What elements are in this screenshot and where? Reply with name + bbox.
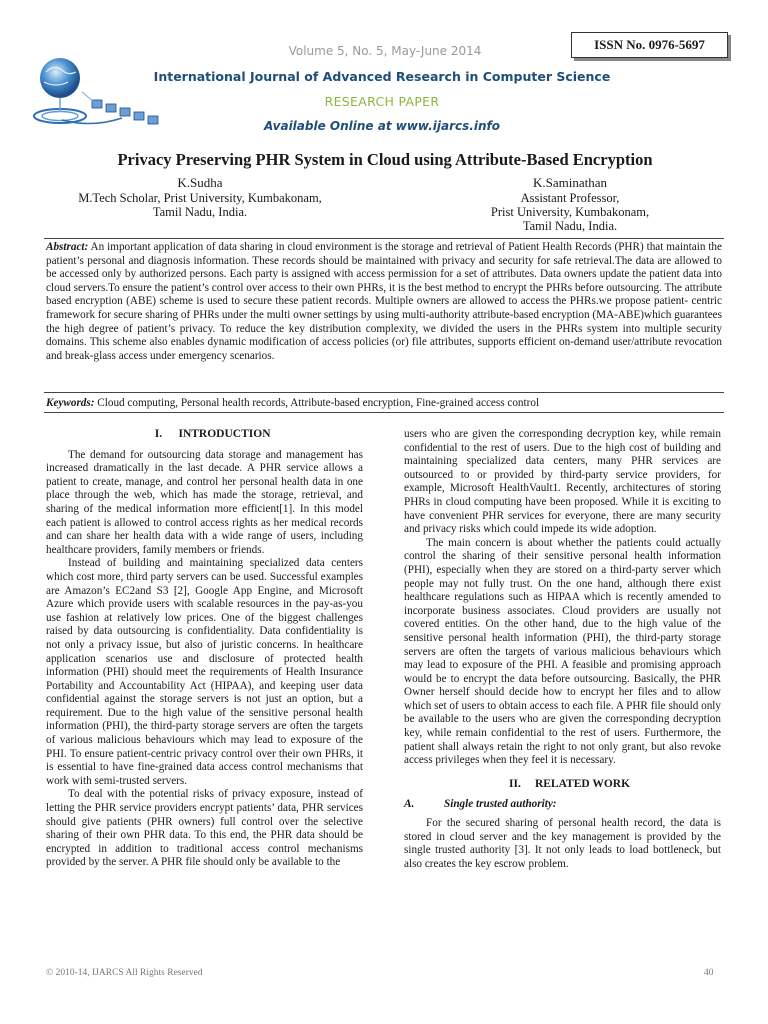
paragraph: For the secured sharing of personal health record, the data is stored in cloud server and the key management is provided by the single trusted authority [3]. It not only leads to load bottleneck, but also creates the key escrow problem. (404, 817, 721, 870)
volume-info: Volume 5, No. 5, May-June 2014 (288, 44, 482, 58)
page-number: 40 (704, 968, 714, 978)
paragraph: The main concern is about whether the patients could actually control the sharing of their sensitive personal health information (PHI), especially when they are stored on a third-party server which people may not fully trust. On the one hand, although there exist healthcare regulations such as HIPAA which is recently amended to incorporate business associates. Cloud providers are usually not covered entities. On the other hand, due to the high value of the sensitive personal health information (PHI), the third-party storage servers are often the targets of various malicious behaviours which may lead to exposure of the PHI. A feasible and promising approach would be to encrypt the data before outsourcing. Basically, the PHR Owner herself should decide how to encrypt her files and to allow which set of users to obtain access to each file. A PHR file should only be available to the users who are given the corresponding decryption key, while remain confidential to the rest of users. Furthermore, the patient shall always retain the right to not only grant, but also revoke access privileges when they feel it is necessary. (404, 536, 721, 767)
paper-type: RESEARCH PAPER (324, 94, 440, 109)
author-affiliation-line: Prist University, Kumbakonam, (490, 205, 650, 219)
section-number: II. (509, 777, 521, 790)
author-affiliation-line: Assistant Professor, (520, 191, 620, 205)
section-number: I. (154, 428, 163, 440)
availability-link[interactable]: Available Online at www.ijarcs.info (264, 119, 500, 133)
paragraph: The demand for outsourcing data storage and management has increased dramatically in the last decade. A PHR service allows a patient to create, manage, and control her personal health data in one place through the web, which has made the storage, retrieval, and sharing of the medical information more efficient[1]. In this model each patient is allowed to control access rights as her medical records and can share her health data with a wide range of users, including healthcare providers, family members or friends. (46, 448, 363, 556)
left-column (46, 428, 363, 870)
issn-box: ISSN No. 0976-5697 (571, 32, 728, 58)
copyright-footer: © 2010-14, IJARCS All Rights Reserved (46, 968, 203, 978)
section-title: RELATED WORK (534, 777, 631, 790)
right-column (404, 428, 721, 871)
globe-network-logo-icon (32, 50, 162, 130)
section-heading-related (404, 778, 721, 792)
author-block-2 (420, 176, 720, 233)
author-affiliation-line: Tamil Nadu, India. (152, 205, 248, 219)
author-name: K.Saminathan (532, 175, 607, 190)
keywords-label: Keywords: (46, 397, 95, 409)
keywords-text: Cloud computing, Personal health records, Attribute-based encryption, Fine-grained access control (94, 397, 540, 409)
subsection-number: A. (404, 798, 415, 811)
divider (44, 392, 724, 393)
subsection-heading (404, 798, 721, 812)
journal-name: International Journal of Advanced Research in Computer Science (153, 69, 611, 84)
author-name: K.Sudha (177, 175, 223, 190)
abstract-label: Abstract: (46, 241, 89, 253)
author-block-1 (50, 176, 350, 219)
section-heading-intro (46, 428, 363, 442)
paragraph: Instead of building and maintaining specialized data centers which cost more, third party servers can be used. Successful examples are Amazon’s EC2and S3 [2], Google App Engine, and Microsoft Azure which provide users with scalable resources in the pay-as-you use fashion at relatively low prices. One of the biggest challenges raised by data outsourcing is confidentiality. Data confidentiality is not only a privacy issue, but also of juristic concerns. In healthcare application scenarios use and disclosure of protected health information (PHI) should meet the requirements of Health Insurance Portability and Accountability Act (HIPAA), and keeping user data confidential against the storage servers is not just an option, but a requirement. Due to the high value of the sensitive personal health information (PHI), the third-party storage servers are often the targets of various malicious behaviours which may lead to exposure of the PHI. To ensure patient-centric privacy control over their own PHRs, it is essential to have fine-grained data access control mechanisms that work with semi-trusted servers. (46, 557, 363, 787)
section-title: INTRODUCTION (178, 428, 271, 440)
keywords (46, 397, 722, 411)
author-affiliation-line: Tamil Nadu, India. (522, 219, 618, 233)
paragraph: To deal with the potential risks of privacy exposure, instead of letting the PHR service providers encrypt patients’ data, PHR services should give patients (PHR owners) full control over the selective sharing of their own PHR data. To this end, the PHR data should be encrypted in addition to traditional access control mechanisms provided by the server. A PHR file should only be available to the (46, 788, 363, 869)
subsection-title: Single trusted authority: (444, 798, 557, 811)
divider (44, 238, 724, 239)
paragraph: users who are given the corresponding decryption key, while remain confidential to the rest of users. Due to the high cost of building and maintaining specialized data centers, many PHR services are outsourced to or provided by third-party service providers, for example, Microsoft HealthVault1. Recently, architectures of storing PHRs in cloud computing have been proposed. While it is exciting to have convenient PHR services for everyone, there are many security and privacy risks which could impede its wide adoption. (404, 428, 721, 536)
abstract-text: An important application of data sharing in cloud environment is the storage and retrieval of Patient Health Records (PHR) that maintain the patient’s personal and diagnosis information. These records should be maintained with privacy and security for safe retrieval.The data are allowed to be accessed only by authorized persons. Each party is assigned with access permission for a set of attributes. Data owners update the patient data into cloud servers.To ensure the patient’s control over access to their own PHRs, it is the best method to encrypt the PHRs before outsourcing. The attribute based encryption (ABE) scheme is used to secure these patient records. Multiple owners are allowed to access the PHRs.we propose patient- centric framework for secure sharing of PHRs under the multi owner settings by using multi-authority attribute-based encryption (MA-ABE)which guarantees the high degree of patient’s privacy. To reduce the key distribution complexity, we divided the users in the PHRs system into multiple security domains. This scheme also enables dynamic modification of access policies (or) file attributes, supports efficient on-demand user/attribute revocation and break-glass access under emergency scenarios. (46, 241, 723, 362)
abstract (46, 241, 722, 363)
paper-title: Privacy Preserving PHR System in Cloud using Attribute-Based Encryption (117, 150, 653, 169)
author-affiliation-line: M.Tech Scholar, Prist University, Kumbakonam, (78, 191, 322, 205)
divider (44, 412, 724, 413)
